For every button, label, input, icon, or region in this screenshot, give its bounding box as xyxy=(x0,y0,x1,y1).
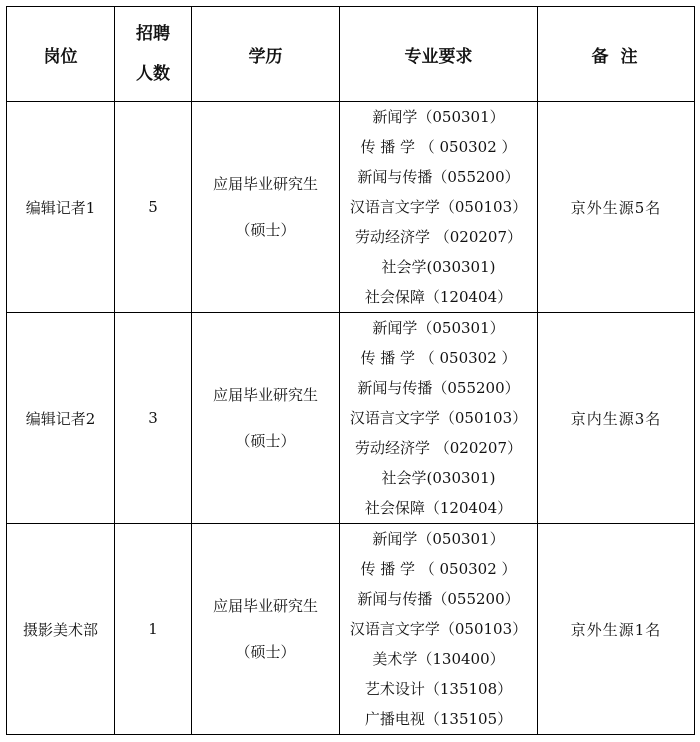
major-item: 新闻与传播（055200） xyxy=(357,379,520,397)
header-row xyxy=(7,7,695,102)
position-cell: 编辑记者1 xyxy=(7,102,115,313)
major-item: 新闻与传播（055200） xyxy=(357,168,520,186)
education-line: 应届毕业研究生 xyxy=(212,597,318,615)
major-item: 传 播 学 （ 050302 ） xyxy=(360,138,517,156)
table-row xyxy=(7,313,695,524)
major-item: 劳动经济学 （020207） xyxy=(354,439,523,457)
major-item: 劳动经济学 （020207） xyxy=(354,228,523,246)
education-line: （硕士） xyxy=(235,221,296,239)
major-item: 新闻学（050301） xyxy=(372,530,505,548)
majors-cell xyxy=(340,102,538,313)
major-item: 汉语言文字学（050103） xyxy=(349,620,528,638)
major-item: 汉语言文字学（050103） xyxy=(349,409,528,427)
headcount-cell: 5 xyxy=(115,102,192,313)
major-item: 汉语言文字学（050103） xyxy=(349,198,528,216)
education-cell xyxy=(192,524,340,735)
header-headcount-line1: 招聘 xyxy=(136,24,170,44)
note-cell: 京外生源1名 xyxy=(538,524,695,735)
header-notes: 备 注 xyxy=(538,7,695,102)
majors-cell xyxy=(340,524,538,735)
note-cell: 京外生源5名 xyxy=(538,102,695,313)
major-item: 新闻与传播（055200） xyxy=(357,590,520,608)
headcount-cell: 3 xyxy=(115,313,192,524)
headcount-cell: 1 xyxy=(115,524,192,735)
major-item: 美术学（130400） xyxy=(372,650,505,668)
header-headcount-line2: 人数 xyxy=(136,64,170,84)
major-item: 艺术设计（135108） xyxy=(364,680,513,698)
table-row xyxy=(7,102,695,313)
header-majors: 专业要求 xyxy=(340,7,538,102)
major-item: 传 播 学 （ 050302 ） xyxy=(360,349,517,367)
header-position: 岗位 xyxy=(7,7,115,102)
major-item: 社会学(030301) xyxy=(381,258,496,276)
major-item: 新闻学（050301） xyxy=(372,108,505,126)
education-cell xyxy=(192,102,340,313)
header-education: 学历 xyxy=(192,7,340,102)
note-cell: 京内生源3名 xyxy=(538,313,695,524)
education-line: 应届毕业研究生 xyxy=(212,386,318,404)
recruitment-table xyxy=(6,6,695,735)
major-item: 新闻学（050301） xyxy=(372,319,505,337)
position-cell: 编辑记者2 xyxy=(7,313,115,524)
major-item: 社会保障（120404） xyxy=(364,499,513,517)
table-row xyxy=(7,524,695,735)
education-line: （硕士） xyxy=(235,432,296,450)
majors-cell xyxy=(340,313,538,524)
education-cell xyxy=(192,313,340,524)
header-headcount xyxy=(115,7,192,102)
education-line: （硕士） xyxy=(235,643,296,661)
major-item: 广播电视（135105） xyxy=(364,710,513,728)
major-item: 社会保障（120404） xyxy=(364,288,513,306)
education-line: 应届毕业研究生 xyxy=(212,175,318,193)
major-item: 社会学(030301) xyxy=(381,469,496,487)
position-cell: 摄影美术部 xyxy=(7,524,115,735)
major-item: 传 播 学 （ 050302 ） xyxy=(360,560,517,578)
